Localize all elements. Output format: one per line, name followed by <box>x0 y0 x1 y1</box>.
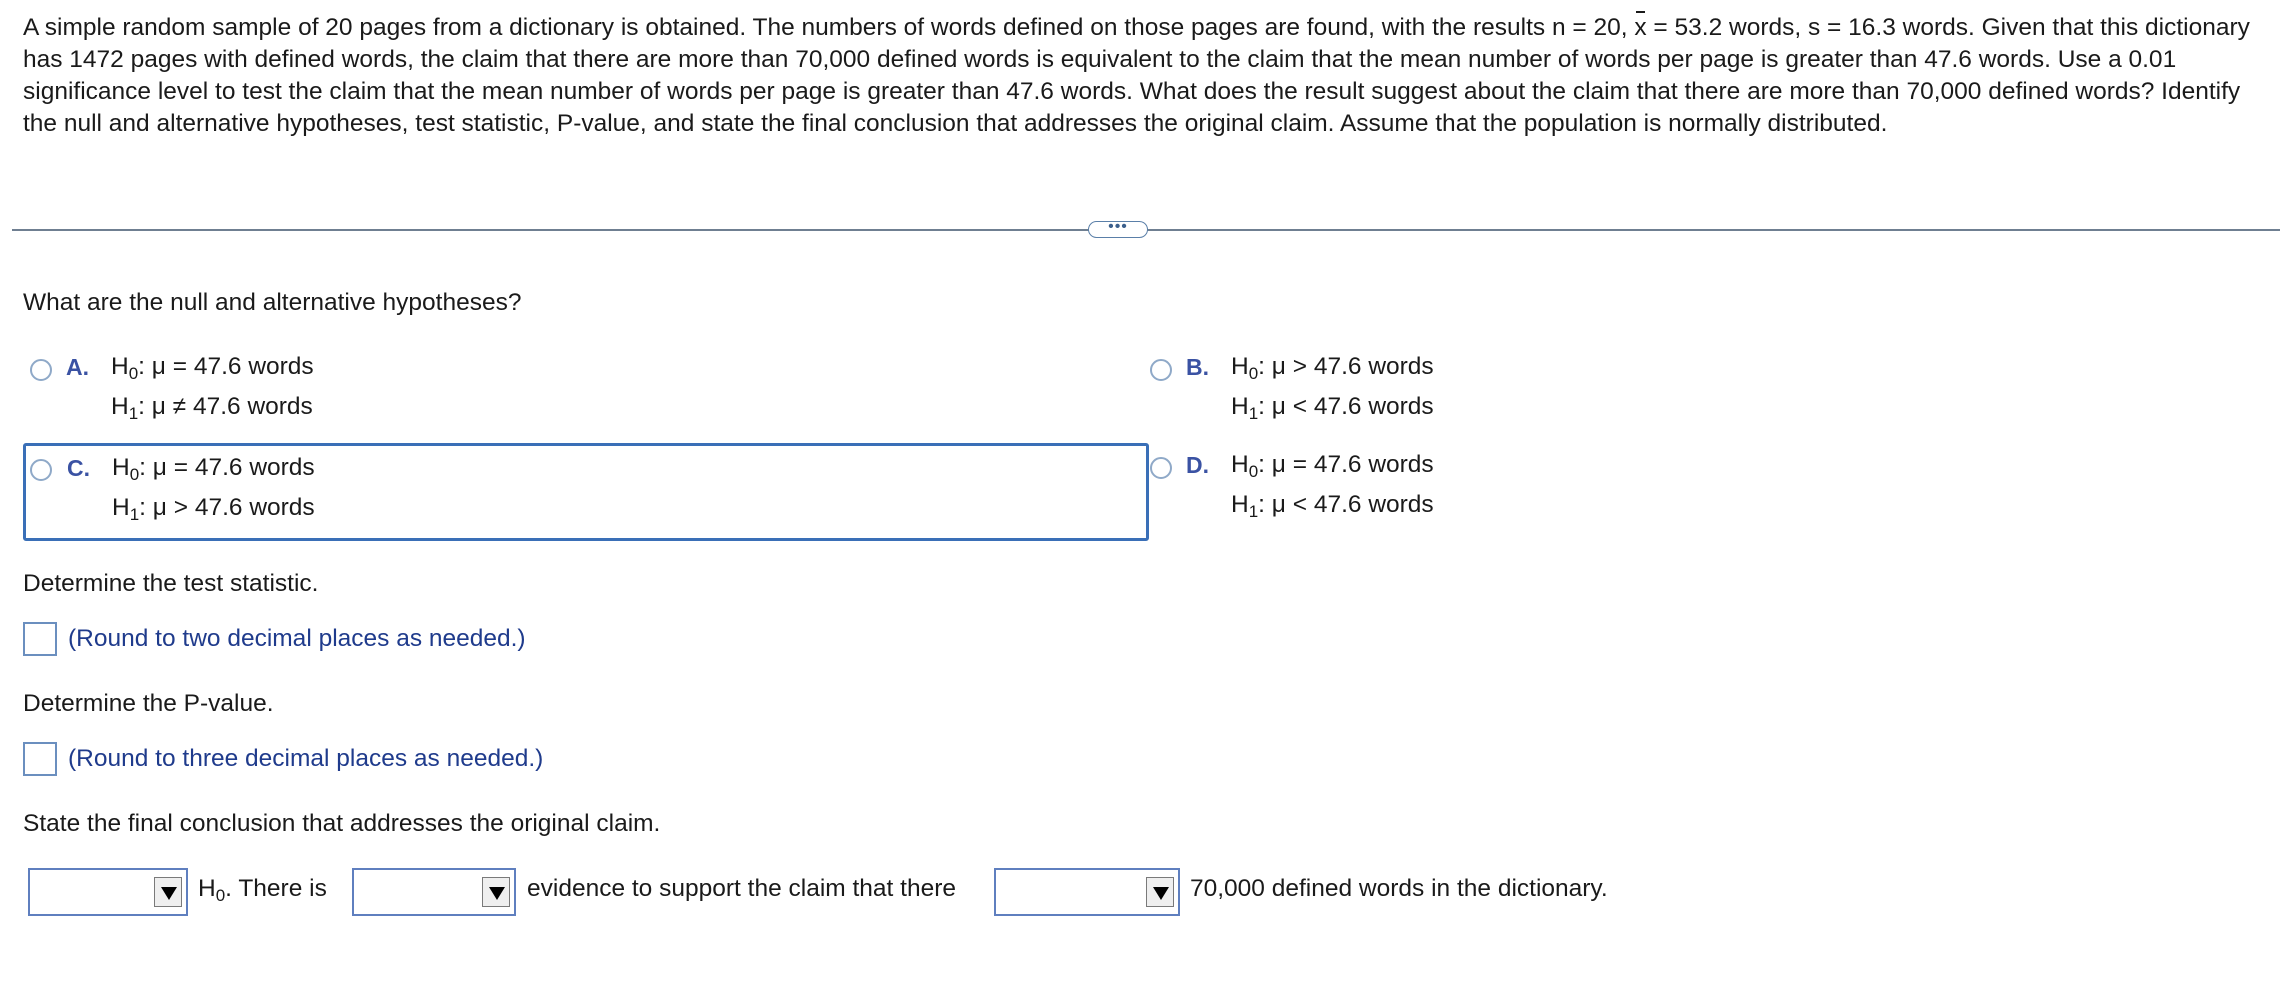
subscript-0: 0 <box>1248 462 1259 481</box>
h-symbol: H <box>198 875 216 902</box>
h-symbol: H <box>1231 451 1249 478</box>
option-c-h0 <box>112 454 315 482</box>
subscript-0: 0 <box>128 364 139 383</box>
subscript-0: 0 <box>1248 364 1259 383</box>
option-a-letter: A. <box>66 354 89 380</box>
conclusion-text-words: 70,000 defined words in the dictionary. <box>1190 875 1608 902</box>
x-bar-symbol: x <box>1634 12 1646 44</box>
option-b-h1 <box>1231 393 1434 421</box>
problem-statement <box>23 12 2263 140</box>
option-d-h0-text: : μ = 47.6 words <box>1258 451 1434 478</box>
conclusion-text-evidence: evidence to support the claim that there <box>527 875 957 902</box>
option-b-h1-text: : μ < 47.6 words <box>1258 393 1434 420</box>
comparison-dropdown[interactable] <box>994 868 1180 916</box>
h-symbol: H <box>111 393 129 420</box>
reject-decision-dropdown[interactable] <box>28 868 188 916</box>
h-symbol: H <box>112 494 130 521</box>
subscript-0: 0 <box>215 886 226 905</box>
h-symbol: H <box>112 454 130 481</box>
more-options-button[interactable]: ••• <box>1088 221 1148 238</box>
problem-text-part2: = 53.2 words, s = 16.3 words. Given that this dictionary has 1472 pages with defined words, the claim that there are more than 70,000 defined words is equivalent to the claim that the mean number of words per page is greater than 47.6 words. Use a 0.01 significance level to test the claim that the mean number of words per page is greater than 47.6 words. What does the result suggest about the claim that there are more than 70,000 defined words? Identify the null and alternative hypotheses, test statistic, P-value, and state the final conclusion that addresses the original claim. Assume that the population is normally distributed. <box>23 14 2250 137</box>
test-statistic-question: Determine the test statistic. <box>23 570 319 597</box>
dropdown-arrow-icon[interactable] <box>154 877 182 907</box>
option-a-h1-text: : μ ≠ 47.6 words <box>138 393 313 420</box>
h-symbol: H <box>111 353 129 380</box>
option-c[interactable] <box>23 443 1149 541</box>
option-c-h0-text: : μ = 47.6 words <box>139 454 315 481</box>
p-value-question: Determine the P-value. <box>23 690 274 717</box>
option-d-radio[interactable] <box>1150 457 1172 479</box>
option-a-radio[interactable] <box>30 359 52 381</box>
dropdown-arrow-icon[interactable] <box>482 877 510 907</box>
subscript-1: 1 <box>1248 404 1259 423</box>
evidence-level-dropdown[interactable] <box>352 868 516 916</box>
dropdown-arrow-icon[interactable] <box>1146 877 1174 907</box>
subscript-0: 0 <box>129 465 140 484</box>
option-a[interactable] <box>23 347 1149 439</box>
option-c-radio[interactable] <box>30 459 52 481</box>
option-d-h1 <box>1231 491 1434 519</box>
option-c-h1-text: : μ > 47.6 words <box>139 494 315 521</box>
option-d-h1-text: : μ < 47.6 words <box>1258 491 1434 518</box>
option-b-radio[interactable] <box>1150 359 1172 381</box>
option-a-h0-text: : μ = 47.6 words <box>138 353 314 380</box>
subscript-1: 1 <box>129 505 140 524</box>
option-a-h0 <box>111 353 314 381</box>
option-b[interactable] <box>1143 347 2269 439</box>
h-symbol: H <box>1231 491 1249 518</box>
conclusion-text-there-is: . There is <box>225 875 327 902</box>
conclusion-question: State the final conclusion that addresses the original claim. <box>23 810 661 837</box>
option-c-letter: C. <box>67 455 90 481</box>
subscript-1: 1 <box>1248 502 1259 521</box>
p-value-hint: (Round to three decimal places as needed.) <box>68 745 544 772</box>
option-b-letter: B. <box>1186 354 1209 380</box>
problem-text-part1: A simple random sample of 20 pages from a dictionary is obtained. The numbers of words defined on those pages are found, with the results n = 20, <box>23 14 1635 41</box>
option-a-h1 <box>111 393 313 421</box>
p-value-input[interactable] <box>23 742 57 776</box>
conclusion-text-h0 <box>198 875 327 903</box>
h-symbol: H <box>1231 393 1249 420</box>
option-b-h0 <box>1231 353 1434 381</box>
subscript-1: 1 <box>128 404 139 423</box>
option-b-h0-text: : μ > 47.6 words <box>1258 353 1434 380</box>
option-d-letter: D. <box>1186 452 1209 478</box>
option-d[interactable] <box>1143 445 2269 537</box>
hypotheses-question: What are the null and alternative hypotheses? <box>23 289 522 316</box>
test-statistic-input[interactable] <box>23 622 57 656</box>
option-c-h1 <box>112 494 315 522</box>
h-symbol: H <box>1231 353 1249 380</box>
test-statistic-hint: (Round to two decimal places as needed.) <box>68 625 526 652</box>
option-d-h0 <box>1231 451 1434 479</box>
